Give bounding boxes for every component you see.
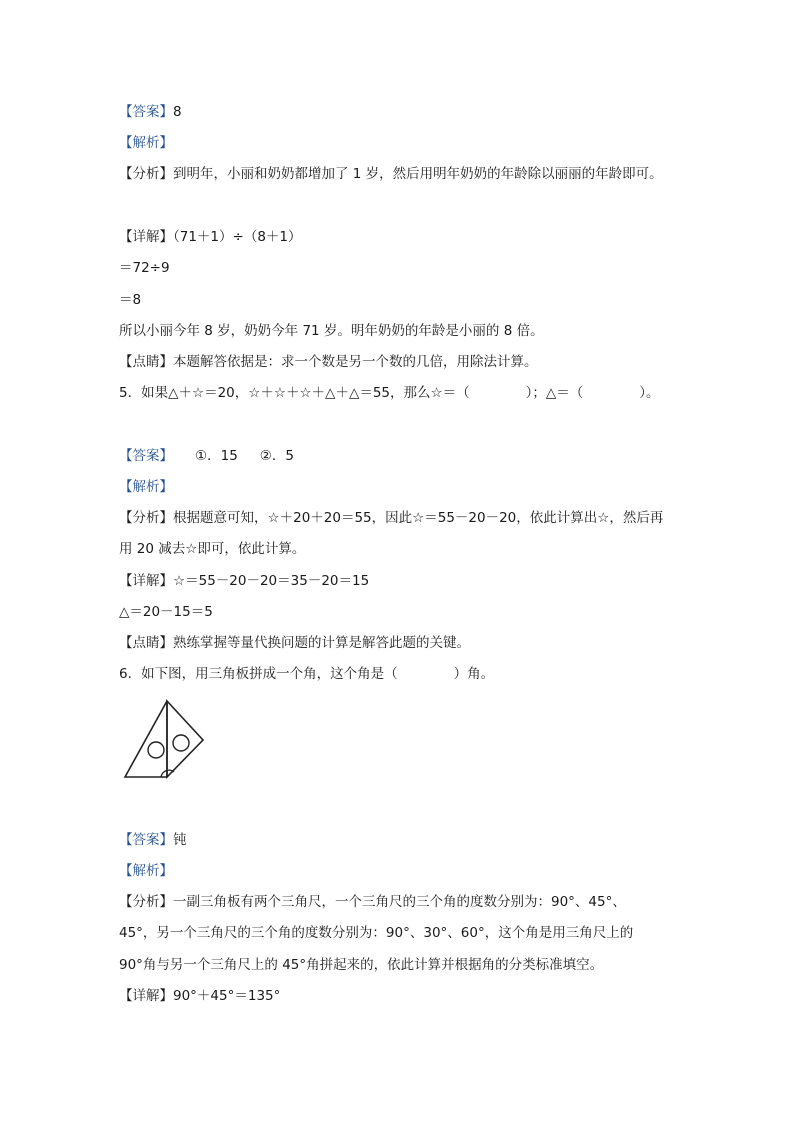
answer-value: 钝 <box>173 832 187 848</box>
xiangjie-line-q4 <box>119 227 302 247</box>
dianjing-tag: 【点睛】 <box>119 635 173 651</box>
calc-step-q5: △＝20－15＝5 <box>119 604 213 620</box>
conclusion-line: 所以小丽今年 8 岁，奶奶今年 71 岁。明年奶奶的年龄是小丽的 8 倍。 <box>119 323 544 339</box>
dianjing-line-q5 <box>119 633 470 653</box>
fenxi-line-q6-cont-1: 45°，另一个三角尺的三个角的度数分别为：90°、30°、60°，这个角是用三角尺上的 <box>119 925 634 941</box>
calc-step-3: ＝8 <box>119 292 142 308</box>
answer-line-q4 <box>119 102 182 122</box>
fenxi-tag: 【分析】 <box>119 894 173 910</box>
xiangjie-text: （71＋1）÷（8＋1） <box>173 229 302 245</box>
answer-line-q5 <box>119 446 294 466</box>
fenxi-line-q5-cont: 用 20 减去☆即可，依此计算。 <box>119 541 306 557</box>
answer-value: 8 <box>173 104 182 120</box>
xiangjie-line-q6 <box>119 986 280 1006</box>
q5-stem-part-c: ）。 <box>639 385 660 401</box>
fenxi-tag: 【分析】 <box>119 510 173 526</box>
ruler-hole-right <box>173 735 189 751</box>
q5-stem-part-a: 5．如果△＋☆＝20，☆＋☆＋☆＋△＋△＝55，那么☆＝（ <box>119 385 470 401</box>
triangle-ruler-30-60 <box>167 701 203 777</box>
question-5-stem <box>119 383 660 403</box>
q6-stem-part-b: ）角。 <box>453 666 495 682</box>
answer-value-2: ②．5 <box>259 448 294 464</box>
xiangjie-text: 90°＋45°＝135° <box>173 988 281 1004</box>
fenxi-line-q4 <box>119 164 663 184</box>
xiangjie-tag: 【详解】 <box>119 229 173 245</box>
question-6-stem <box>119 664 494 684</box>
analysis-tag-q5: 【解析】 <box>119 479 173 495</box>
analysis-tag-q6: 【解析】 <box>119 863 173 879</box>
dianjing-line-q4 <box>119 352 538 372</box>
fenxi-text: 根据题意可知，☆＋20＋20＝55，因此☆＝55－20－20，依此计算出☆，然后再 <box>173 510 664 526</box>
dianjing-text: 本题解答依据是：求一个数是另一个数的几倍，用除法计算。 <box>173 354 538 370</box>
xiangjie-tag: 【详解】 <box>119 573 173 589</box>
fenxi-line-q6 <box>119 892 626 912</box>
fenxi-text: 一副三角板有两个三角尺，一个三角尺的三个角的度数分别为：90°、45°、 <box>173 894 626 910</box>
answer-tag: 【答案】 <box>119 104 173 120</box>
xiangjie-tag: 【详解】 <box>119 988 173 1004</box>
answer-tag: 【答案】 <box>119 448 173 464</box>
xiangjie-text: ☆＝55－20－20＝35－20＝15 <box>173 573 370 589</box>
xiangjie-line-q5 <box>119 571 369 591</box>
triangle-rulers-figure <box>119 695 209 781</box>
fenxi-line-q5 <box>119 508 663 528</box>
answer-tag: 【答案】 <box>119 832 173 848</box>
fenxi-line-q6-cont-2: 90°角与另一个三角尺上的 45°角拼起来的，依此计算并根据角的分类标准填空。 <box>119 957 604 973</box>
q6-stem-part-a: 6．如下图，用三角板拼成一个角，这个角是（ <box>119 666 398 682</box>
answer-value-1: ①．15 <box>195 448 238 464</box>
fenxi-text: 到明年，小丽和奶奶都增加了 1 岁，然后用明年奶奶的年龄除以丽丽的年龄即可。 <box>173 166 663 182</box>
ruler-hole-left <box>148 742 164 758</box>
triangle-ruler-45 <box>125 701 167 777</box>
dianjing-text: 熟练掌握等量代换问题的计算是解答此题的关键。 <box>173 635 470 651</box>
dianjing-tag: 【点睛】 <box>119 354 173 370</box>
q5-stem-part-b: ）；△＝（ <box>525 385 584 401</box>
analysis-tag-q4: 【解析】 <box>119 135 173 151</box>
answer-line-q6 <box>119 830 187 850</box>
fenxi-tag: 【分析】 <box>119 166 173 182</box>
calc-step-2: ＝72÷9 <box>119 260 170 276</box>
